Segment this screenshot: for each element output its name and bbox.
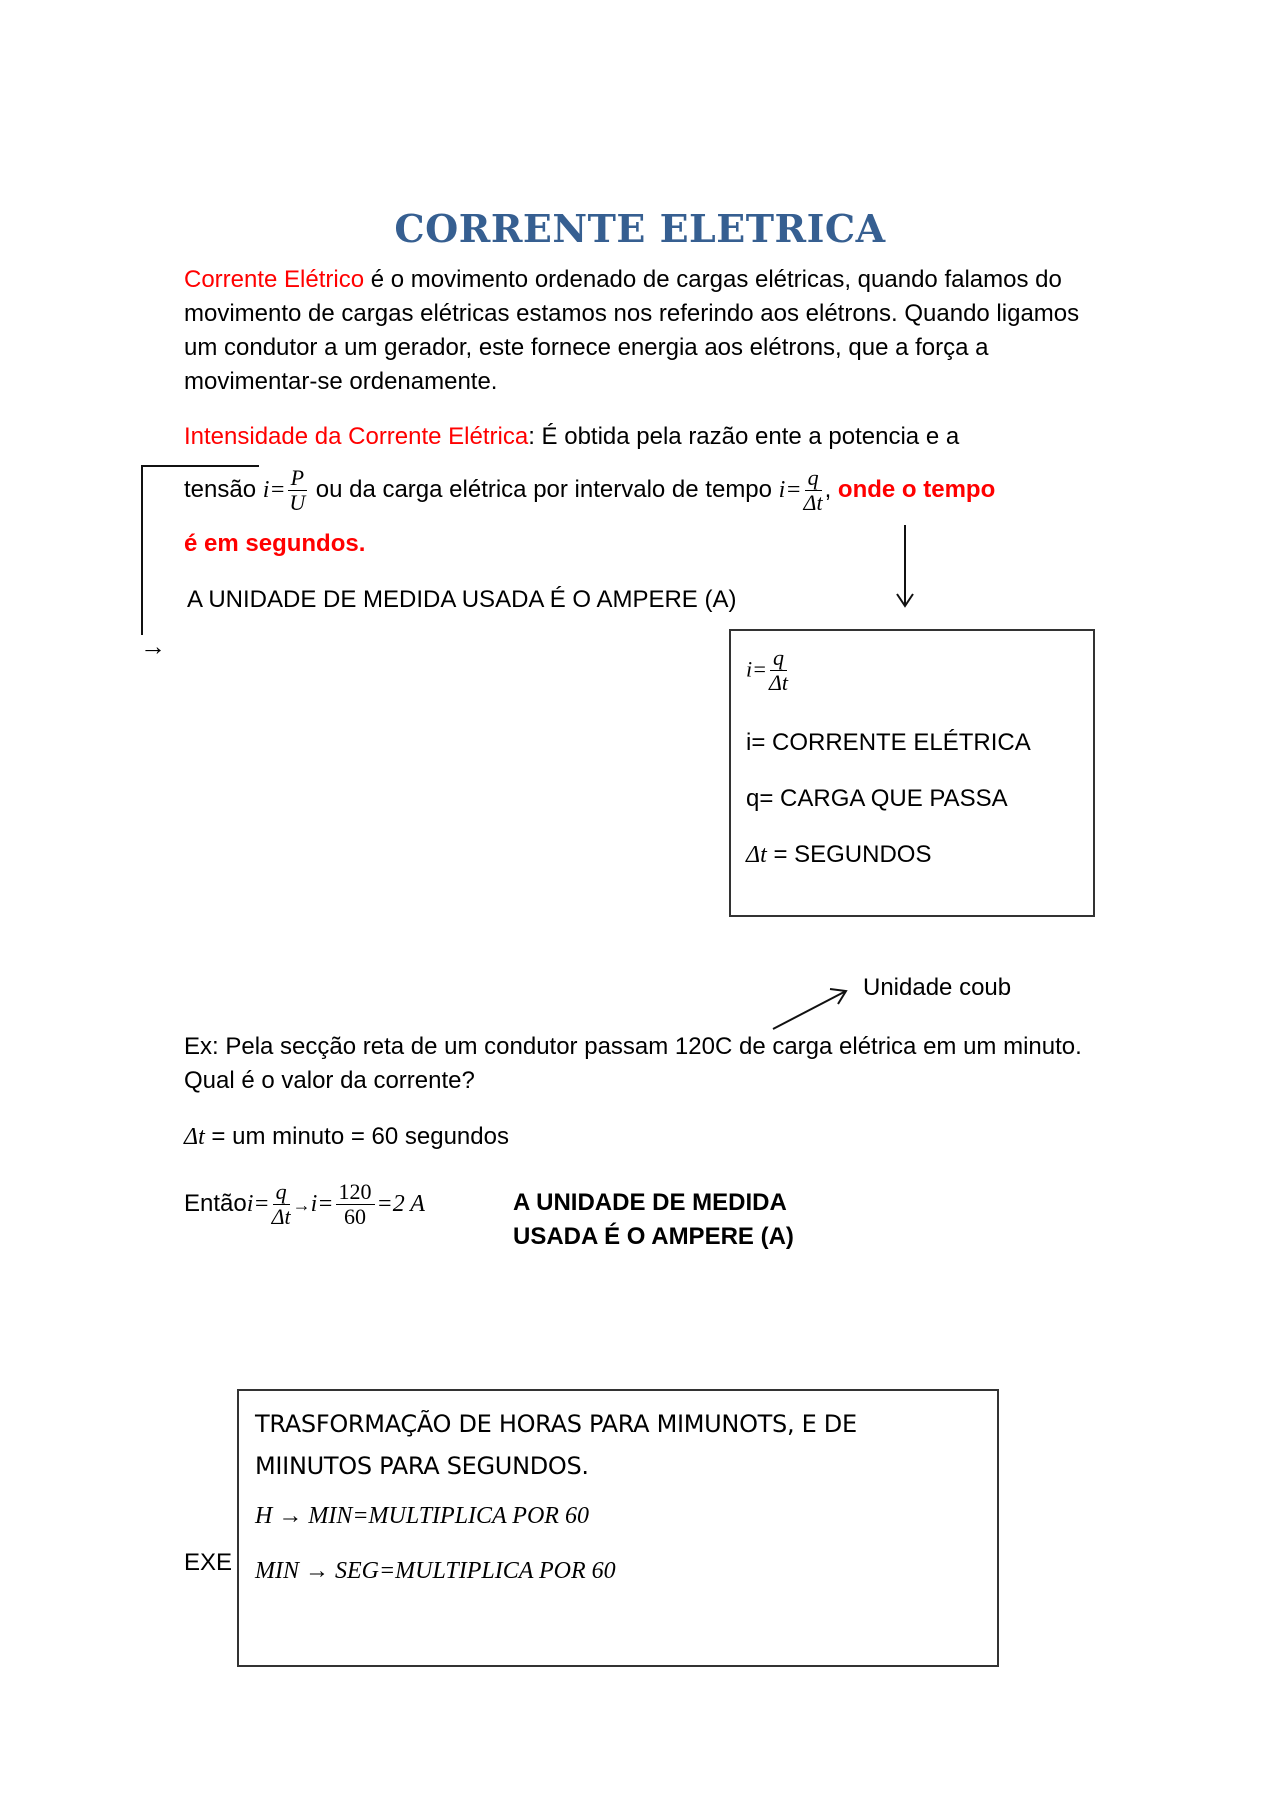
intensity-line2 [184,466,1124,515]
arrow-symbol: → [292,1194,311,1215]
page-title: CORRENTE ELETRICA [394,206,886,251]
legend-item-charge: q= CARGA QUE PASSA [746,785,1008,812]
connector-top-line [141,465,259,467]
calc-lhs-2: i= [310,1190,334,1217]
legend-item-time-text: = SEGUNDOS [773,841,932,868]
conversion-rule-hours: H → MIN=MULTIPLICA POR 60 [255,1503,589,1529]
calc-result: =2 A [376,1190,425,1217]
unit-note [513,1186,794,1254]
intensity-middle: ou da carga elétrica por intervalo de tempo [309,475,779,503]
legend-fraction [769,646,788,695]
calc-lhs: i= [246,1190,270,1217]
legend-item-current: i= CORRENTE ELÉTRICA [746,729,1031,756]
intro-paragraph [184,263,1104,399]
calculation-line [184,1180,425,1229]
down-arrow-icon [895,590,915,610]
intensity-term: Intensidade da Corrente Elétrica [184,423,529,450]
connector-left-line [141,465,143,635]
fraction-denominator: 60 [344,1204,366,1229]
delta-t-line [184,1120,509,1154]
intensity-line1 [184,420,1104,454]
time-note: onde o tempo [831,475,996,503]
coulomb-annotation: Unidade coub [863,974,1012,1001]
fraction-numerator: q [805,466,822,491]
intensity-text: : É obtida pela razão ente a potencia e a [528,423,960,450]
formula-power-fraction [288,466,307,515]
conversion-rule-minutes: MIN → SEG=MULTIPLICA POR 60 [255,1558,616,1584]
fraction-numerator: 120 [336,1180,375,1205]
example-question: Ex: Pela secção reta de um condutor passam 120C de carga elétrica em um minuto. Qual é o valor da corrente? [184,1033,1082,1094]
entao-label: Então [184,1189,247,1217]
calc-fraction-1 [272,1180,291,1229]
unit-note-line2: USADA É O AMPERE (A) [513,1223,794,1250]
conversion-heading-line2: MIINUTOS PARA SEGUNDOS. [255,1452,589,1480]
delta-t-symbol: Δt [746,842,767,868]
fraction-denominator: Δt [768,670,788,695]
unit-line: A UNIDADE DE MEDIDA USADA É O AMPERE (A) [187,586,737,613]
diagonal-arrow-icon [770,985,850,1033]
fraction-numerator: P [288,466,307,491]
conversion-box [237,1389,999,1667]
formula-power-lhs: i= [262,476,286,503]
intro-term: Corrente Elétrico [184,266,365,293]
fraction-denominator: U [289,490,306,515]
legend-formula [746,646,790,695]
delta-t-text: = um minuto = 60 segundos [204,1123,509,1150]
fraction-numerator: q [273,1180,290,1205]
comma: , [824,475,832,503]
legend-box [729,629,1095,917]
exe-label: EXE [184,1549,233,1576]
time-note-line2: é em segundos. [184,530,366,557]
intensity-prefix: tensão [184,475,263,503]
fraction-denominator: Δt [803,490,823,515]
formula-charge-fraction [804,466,823,515]
right-arrow-icon: → [140,631,166,661]
delta-t-symbol: Δt [184,1124,205,1150]
calc-fraction-2 [336,1180,375,1229]
intro-text: é o movimento ordenado de cargas elétricas, quando falamos do movimento de cargas elétricas estamos nos referindo aos elétrons. Quando ligamos um condutor a um gerador, este fornece energia aos elétrons, que a força a movimentar-se ordenamente. [184,266,1080,395]
conversion-heading-line1: TRASFORMAÇÃO DE HORAS PARA MIMUNOTS, E DE [255,1410,857,1438]
conversion-heading [255,1403,857,1487]
formula-charge-lhs: i= [778,476,802,503]
unit-note-line1: A UNIDADE DE MEDIDA [513,1189,787,1216]
formula-lhs: i= [746,656,767,682]
fraction-denominator: Δt [271,1204,291,1229]
fraction-numerator: q [770,646,787,671]
legend-item-time [746,841,931,869]
